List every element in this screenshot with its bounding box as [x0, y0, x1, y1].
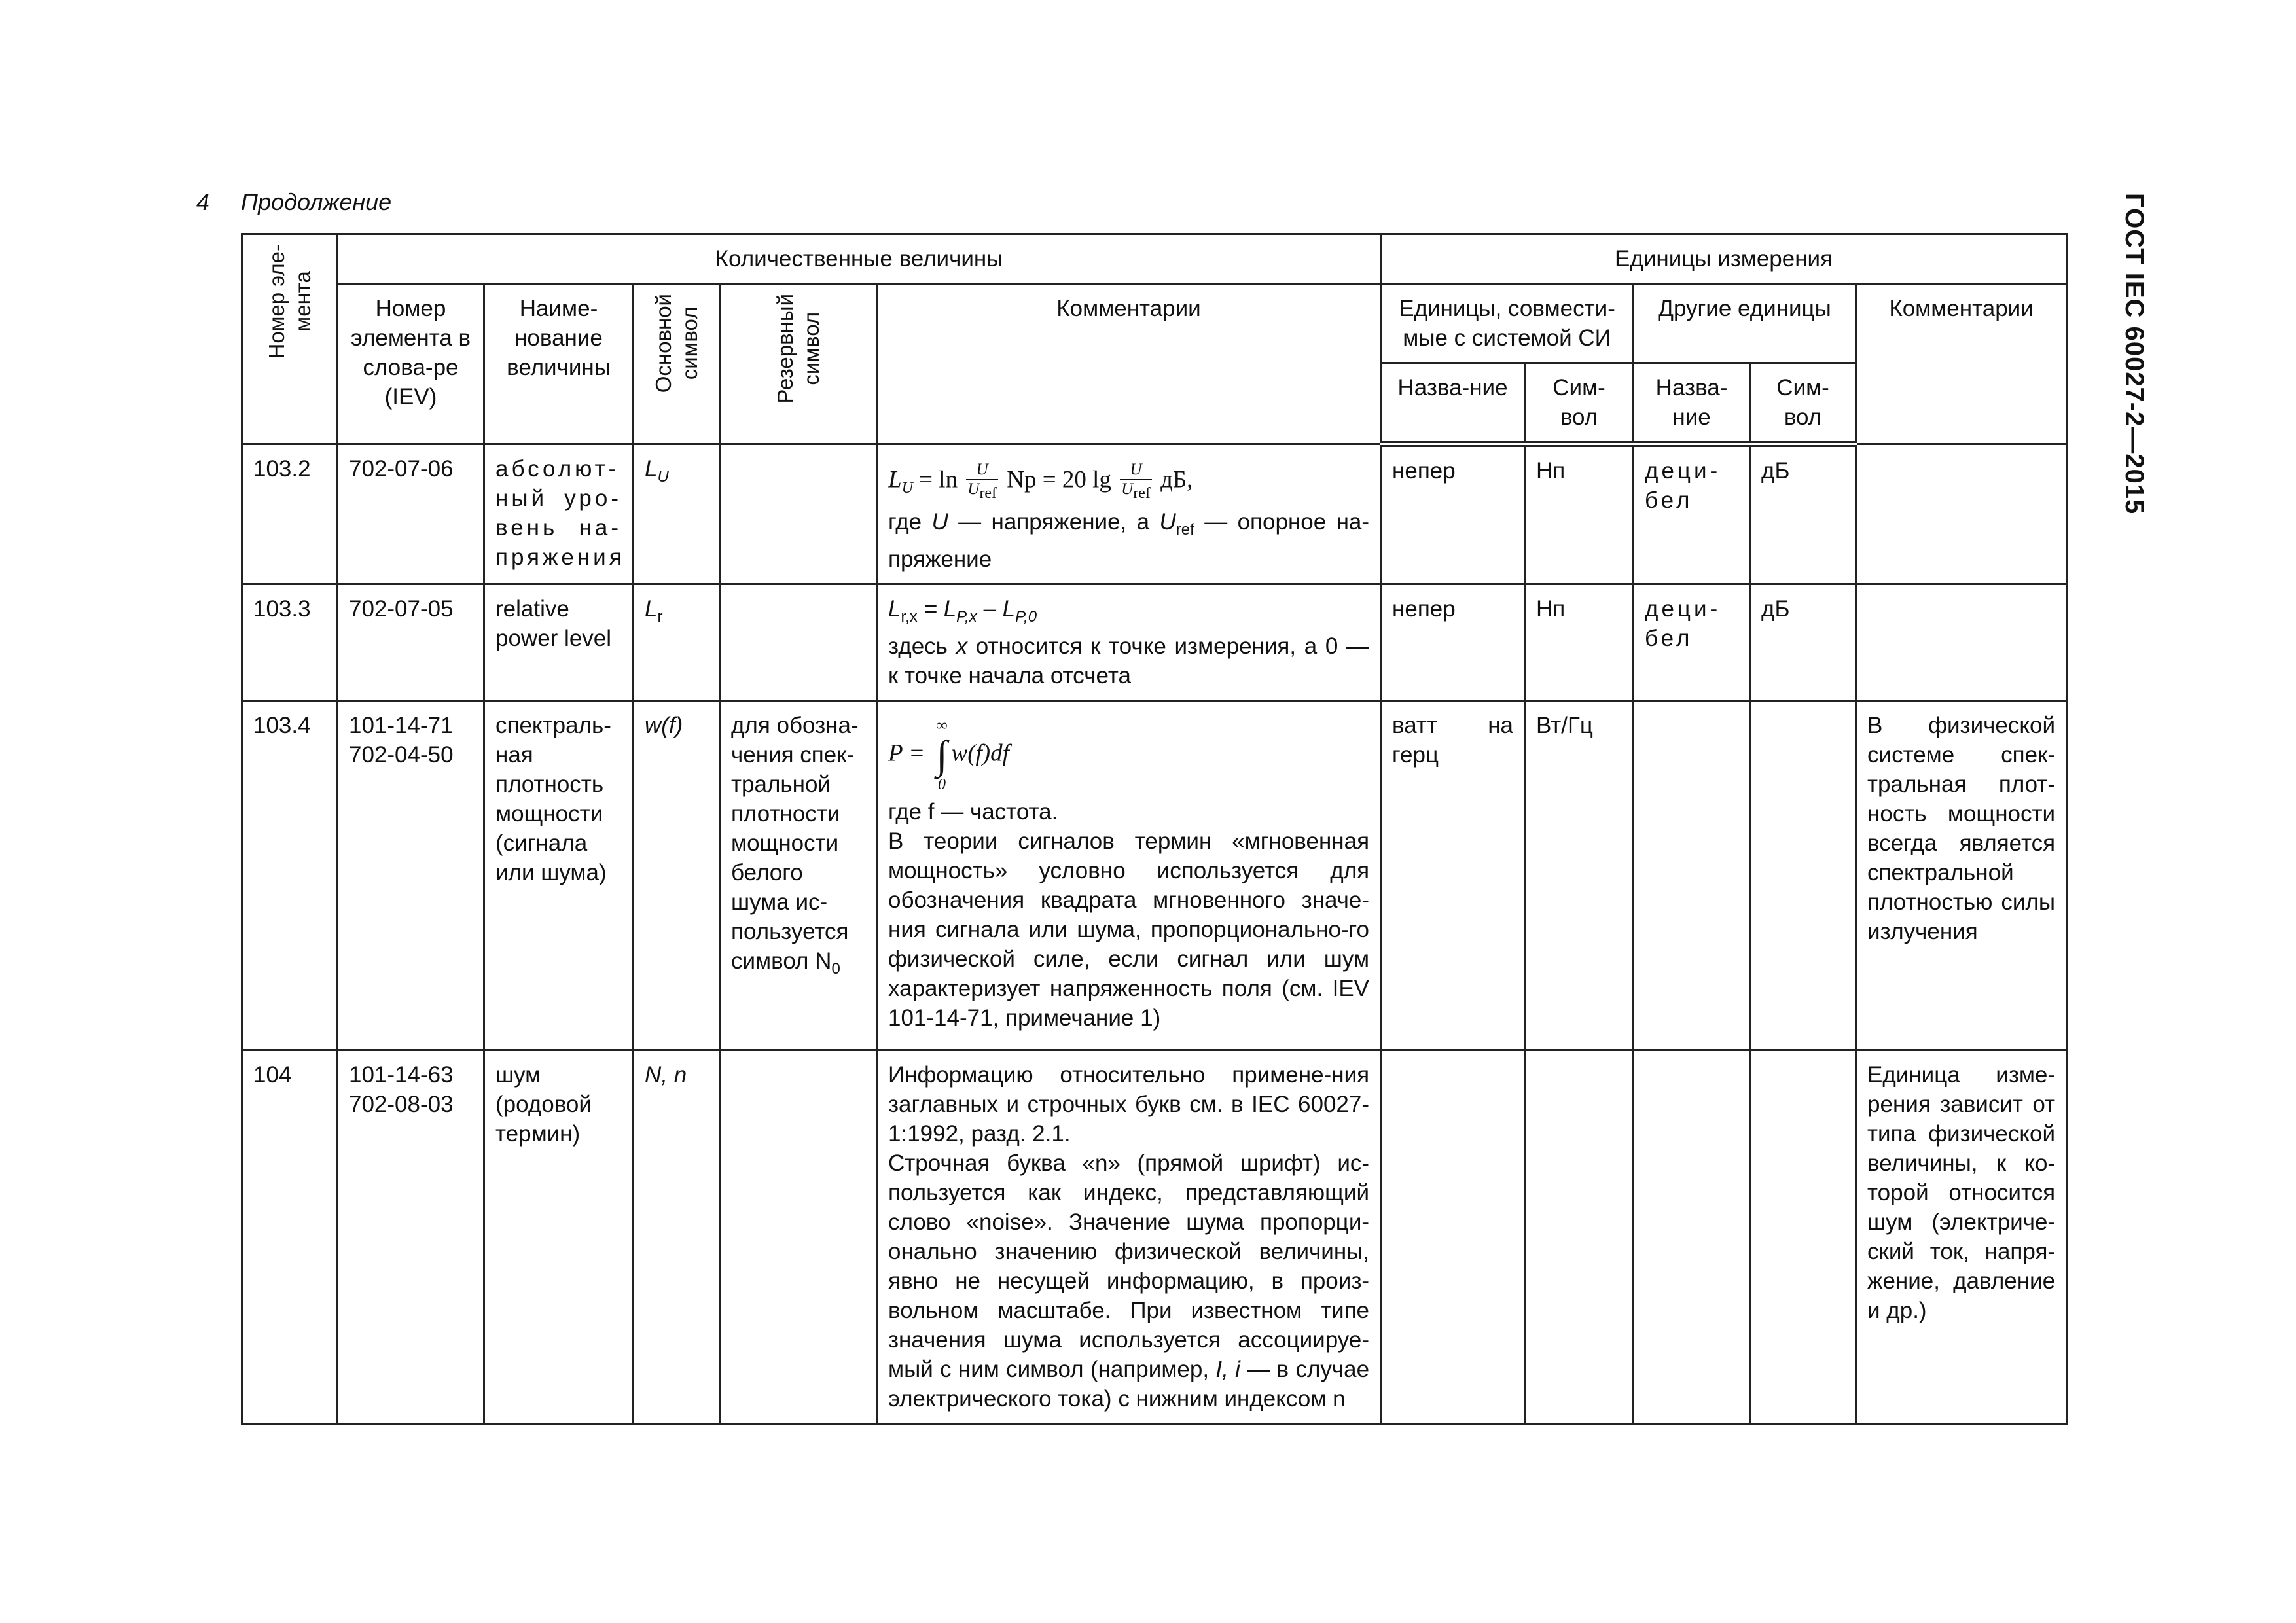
header-units: Единицы измерения — [1381, 234, 2067, 284]
table-row — [242, 584, 2067, 701]
cell-si-symbol: Нп — [1525, 444, 1634, 584]
continuation-label: Продолжение — [241, 188, 392, 215]
header-si-units: Единицы, совмести-мые с системой СИ — [1381, 284, 1634, 363]
comment-text: В теории сигналов термин «мгновенная мощность» условно используется для обозначения квадрата мгновенного значе-ния сигнала или шума, пропорционально-го физической силе, если сигнал или шум характеризует напряженность поля (см. IEV 101-14-71, примечание 1) — [888, 829, 1370, 1031]
cell-comments — [877, 584, 1381, 701]
header-main-symbol: Основной символ — [634, 284, 720, 444]
header-element-number: Номер эле- мента — [242, 234, 338, 444]
cell-name: шум (родовой термин) — [484, 1050, 634, 1424]
cell-name: спектраль-ная плотность мощности (сигнала или шума) — [484, 701, 634, 1050]
cell-reserve — [720, 444, 877, 584]
cell-other-name — [1634, 1050, 1750, 1424]
header-reserve-symbol: Резервный символ — [720, 284, 877, 444]
formula-relative: $L_{r,x} = L_{P,x} - L_{P,0}$ — [888, 596, 1037, 626]
cell-unit-comment — [1856, 444, 2067, 584]
cell-other-symbol — [1750, 701, 1856, 1050]
page-number: 4 — [196, 188, 210, 215]
cell-other-name: деци-бел — [1634, 444, 1750, 584]
cell-other-symbol — [1750, 1050, 1856, 1424]
cell-si-name — [1381, 1050, 1525, 1424]
cell-reserve — [720, 1050, 877, 1424]
cell-symbol: $L_r$ — [634, 584, 720, 701]
document-code: ГОСТ IEC 60027-2—2015 — [2120, 193, 2149, 515]
table-row — [242, 444, 2067, 584]
header-unit-comments: Комментарии — [1856, 284, 2067, 444]
cell-number: 103.3 — [242, 584, 338, 701]
header-si-unit-name: Назва-ние — [1381, 363, 1525, 444]
cell-iev: 101-14-63 702-08-03 — [338, 1050, 484, 1424]
cell-si-name: ватт на герц — [1381, 701, 1525, 1050]
comment-where: где f — частота. — [888, 799, 1058, 825]
cell-comments — [877, 1050, 1381, 1424]
comment-text: здесь x относится к точке измерения, а 0 — к точке начала отсчета — [888, 633, 1370, 688]
header-other-unit-name: Назва-ние — [1634, 363, 1750, 444]
cell-iev: 702-07-05 — [338, 584, 484, 701]
cell-symbol: $L_U$ — [634, 444, 720, 584]
cell-unit-comment — [1856, 584, 2067, 701]
cell-other-name: деци-бел — [1634, 584, 1750, 701]
cell-comments — [877, 701, 1381, 1050]
formula-power: P = ∞ ∫ 0w(f)df — [888, 717, 1009, 793]
cell-other-name — [1634, 701, 1750, 1050]
header-other-units: Другие единицы — [1634, 284, 1856, 363]
units-table — [241, 233, 2068, 1425]
table-row — [242, 1050, 2067, 1424]
cell-si-symbol: Нп — [1525, 584, 1634, 701]
cell-iev: 101-14-71 702-04-50 — [338, 701, 484, 1050]
header-quantity-name: Наиме-нование величины — [484, 284, 634, 444]
cell-number: 103.2 — [242, 444, 338, 584]
cell-number: 104 — [242, 1050, 338, 1424]
cell-unit-comment: Единица изме-рения зависит от типа физической величины, к ко-торой относится шум (электриче-ский ток, напря-жение, давление и др.) — [1856, 1050, 2067, 1424]
cell-symbol: N, n — [634, 1050, 720, 1424]
cell-si-name: непер — [1381, 444, 1525, 584]
cell-number: 103.4 — [242, 701, 338, 1050]
cell-other-symbol: дБ — [1750, 584, 1856, 701]
cell-si-symbol: Вт/Гц — [1525, 701, 1634, 1050]
cell-comments — [877, 444, 1381, 584]
cell-iev: 702-07-06 — [338, 444, 484, 584]
header-quantities: Количественные величины — [338, 234, 1381, 284]
header-si-unit-symbol: Сим-вол — [1525, 363, 1634, 444]
cell-symbol: w(f) — [634, 701, 720, 1050]
comment-paragraph-1: Информацию относительно примене-ния заглавных и строчных букв см. в IEC 60027-1:1992, разд. 2.1. — [888, 1062, 1370, 1147]
cell-name: абсолют-ный уро-вень на-пряжения — [484, 444, 634, 584]
formula-level: $L_U = \ln$ $\frac{U}{U_{ref}}$ Np = 20 lg $\frac{U}{U_{ref}}$ дБ, — [888, 461, 1193, 502]
header-comments: Комментарии — [877, 284, 1381, 444]
cell-reserve: для обозна-чения спек-тральной плотности мощности белого шума ис-пользуется символ $N_0$ — [720, 701, 877, 1050]
comment-paragraph-2: Строчная буква «n» (прямой шрифт) ис-пользуется как индекс, представляющий слово «noise». Значение шума пропорци-онально значению физической величины, явно не несущей информацию, в произ-вольном масштабе. При известном типе значения шума используется ассоциируе-мый с ним символ (например, I, i — в случае электрического тока) с нижним индексом n — [888, 1150, 1370, 1412]
cell-name: relative power level — [484, 584, 634, 701]
comment-text: где U — напряжение, а $U_{ref}$ — опорное на-пряжение — [888, 508, 1370, 572]
cell-si-symbol — [1525, 1050, 1634, 1424]
header-other-unit-symbol: Сим-вол — [1750, 363, 1856, 444]
cell-si-name: непер — [1381, 584, 1525, 701]
cell-other-symbol: дБ — [1750, 444, 1856, 584]
cell-unit-comment: В физической системе спек-тральная плот-ность мощности всегда является спектральной плотностью силы излучения — [1856, 701, 2067, 1050]
cell-reserve — [720, 584, 877, 701]
table-row — [242, 701, 2067, 1050]
header-iev-number: Номер элемента в слова-ре (IEV) — [338, 284, 484, 444]
